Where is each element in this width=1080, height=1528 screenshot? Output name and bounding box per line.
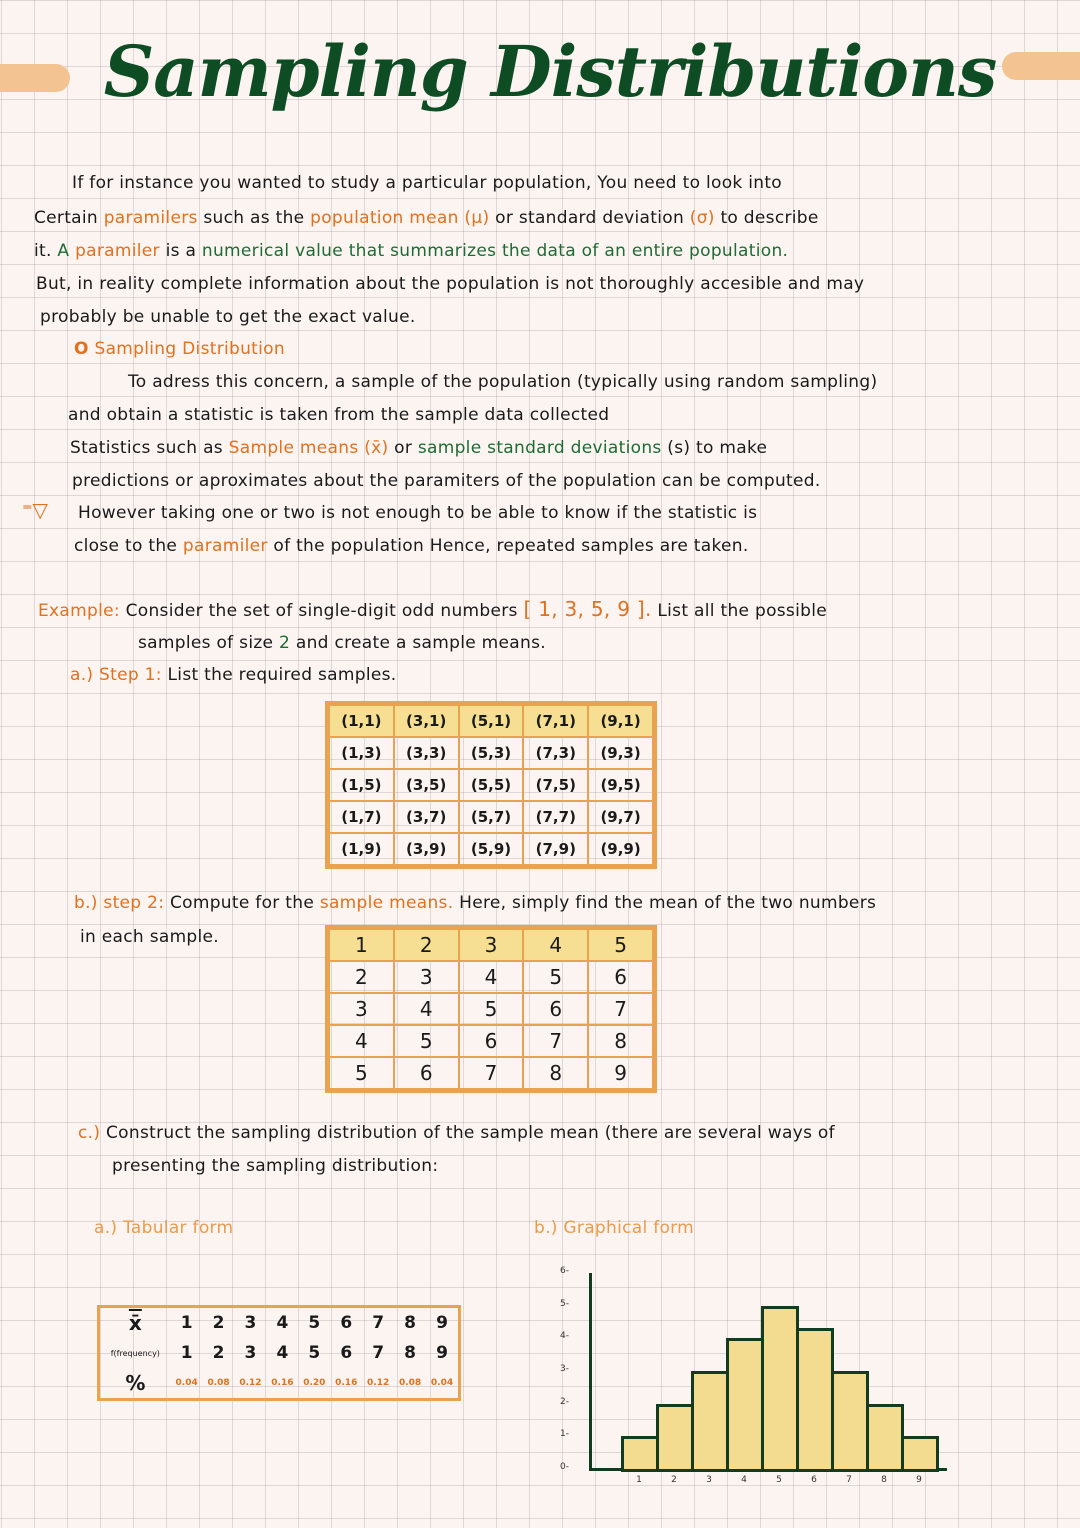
histogram-bar (831, 1371, 869, 1472)
histogram-bar (691, 1371, 729, 1472)
text: Construct the sampling distribution of the sample mean (there are several ways of (106, 1123, 835, 1143)
table-cell: (7,3) (523, 737, 588, 769)
term-sigma: (σ) (689, 208, 715, 228)
step2-label: b.) step 2: (74, 893, 165, 913)
term-paramiler: paramiler (182, 536, 268, 556)
example-line-2 (138, 630, 546, 656)
table-cell: 0.04 (175, 1378, 198, 1388)
table-cell: 6 (340, 1313, 353, 1333)
table-cell: 7 (372, 1313, 385, 1333)
table-cell: 7 (588, 993, 653, 1025)
table-cell: (7,1) (523, 705, 588, 737)
means-table (328, 928, 654, 1090)
term-sample-means: Sample means (x̄) (228, 438, 389, 458)
page-title: Sampling Distributions (103, 30, 997, 113)
x-tick-label: 2 (671, 1475, 677, 1485)
table-cell: 0.08 (398, 1378, 422, 1388)
table-cell: (5,5) (459, 769, 524, 801)
intro-line-1: If for instance you wanted to study a particular population, You need to look into (72, 173, 783, 193)
table-cell: 0.04 (430, 1378, 454, 1388)
text: Consider the set of single-digit odd numbers (125, 601, 518, 621)
table-cell: (7,7) (523, 801, 588, 833)
text: samples of size (138, 633, 274, 653)
step2 (74, 890, 876, 916)
text: it. (34, 241, 52, 261)
y-tick-label: 2- (560, 1396, 569, 1407)
intro-line-2 (34, 205, 819, 231)
section-heading (74, 336, 285, 362)
table-row (100, 1308, 458, 1338)
table-cell: 4 (523, 929, 588, 961)
x-tick-label: 5 (776, 1475, 782, 1485)
table-cell: 0.12 (239, 1378, 262, 1388)
table-cell: 6 (459, 1025, 524, 1057)
table-cell: (1,5) (329, 769, 394, 801)
table-row (329, 833, 653, 865)
table-row (100, 1338, 458, 1368)
table-cell: 4 (394, 993, 459, 1025)
term-paramiler: paramiler (75, 241, 160, 261)
row-label-percent: % (125, 1371, 146, 1395)
table-cell: 1 (329, 929, 394, 961)
y-tick-label: 3- (560, 1363, 569, 1374)
text: Certain (34, 208, 98, 228)
tabular-form-label: a.) Tabular form (94, 1218, 234, 1238)
step1-text: List the required samples. (167, 665, 397, 685)
histogram-bar (621, 1436, 659, 1472)
table-cell: 6 (588, 961, 653, 993)
text: close to the (74, 536, 178, 556)
table-cell: 9 (588, 1057, 653, 1089)
table-cell: 5 (329, 1057, 394, 1089)
table-cell: 5 (588, 929, 653, 961)
table-cell: 3 (244, 1343, 257, 1363)
row-label-xbar: x̄ (128, 1311, 142, 1335)
table-row (329, 769, 653, 801)
y-tick-label: 4- (560, 1331, 569, 1342)
text: to describe (720, 208, 819, 228)
table-cell: 6 (340, 1343, 353, 1363)
table-cell: (3,1) (394, 705, 459, 737)
table-cell: 0.12 (367, 1378, 390, 1388)
section-p3 (70, 435, 767, 461)
table-cell: 2 (212, 1343, 225, 1363)
section-p6 (74, 533, 749, 559)
table-cell: (5,9) (459, 833, 524, 865)
intro-line-5: probably be unable to get the exact value. (40, 307, 416, 327)
table-cell: 9 (436, 1313, 448, 1333)
table-cell: 8 (588, 1025, 653, 1057)
histogram-bar (901, 1436, 939, 1472)
table-row (329, 1057, 653, 1089)
row-label-frequency: f(frequency) (110, 1348, 160, 1358)
histogram-bar (761, 1306, 799, 1473)
y-tick-label: 1- (560, 1429, 569, 1440)
warning-icon: ⁼▽ (22, 498, 48, 522)
intro-line-3 (34, 238, 788, 264)
step3 (78, 1120, 835, 1146)
step2-cont: in each sample. (80, 927, 220, 947)
step3-label: c.) (78, 1123, 101, 1143)
example-line-1 (38, 596, 827, 624)
section-p5: However taking one or two is not enough to be able to know if the statistic is (78, 503, 758, 523)
table-cell: (1,7) (329, 801, 394, 833)
table-row (329, 1025, 653, 1057)
x-tick-label: 3 (706, 1475, 712, 1485)
x-tick-label: 9 (916, 1475, 922, 1485)
table-cell: (9,3) (588, 737, 653, 769)
table-cell: 2 (329, 961, 394, 993)
text: (s) to make (667, 438, 768, 458)
table-row (329, 801, 653, 833)
table-cell: 1 (180, 1343, 193, 1363)
step1-label: a.) Step 1: (70, 665, 162, 685)
step3-cont: presenting the sampling distribution: (112, 1156, 439, 1176)
table-cell: 1 (180, 1313, 193, 1333)
table-cell: (9,9) (588, 833, 653, 865)
samples-table (328, 704, 654, 866)
y-tick-label: 5- (560, 1298, 569, 1309)
table-cell: (9,5) (588, 769, 653, 801)
intro-line-4: But, in reality complete information about the population is not thoroughly accesible and may (36, 274, 865, 294)
table-cell: 5 (459, 993, 524, 1025)
table-cell: (3,3) (394, 737, 459, 769)
text: List all the possible (657, 601, 827, 621)
table-cell: 5 (523, 961, 588, 993)
table-cell: (3,9) (394, 833, 459, 865)
table-cell: (7,9) (523, 833, 588, 865)
table-cell: 7 (523, 1025, 588, 1057)
graphical-form-label: b.) Graphical form (534, 1218, 695, 1238)
table-cell: 9 (436, 1343, 448, 1363)
y-tick-label: 0- (560, 1462, 569, 1472)
histogram-bar (656, 1404, 694, 1472)
table-cell: (3,5) (394, 769, 459, 801)
table-cell: (9,1) (588, 705, 653, 737)
x-tick-label: 8 (881, 1475, 887, 1485)
table-cell: 5 (308, 1313, 321, 1333)
table-cell: 3 (244, 1313, 257, 1333)
table-cell: 3 (394, 961, 459, 993)
table-row (329, 993, 653, 1025)
table-cell: 5 (394, 1025, 459, 1057)
table-cell: 3 (329, 993, 394, 1025)
table-cell: 6 (394, 1057, 459, 1089)
table-cell: 3 (459, 929, 524, 961)
text: or (394, 438, 413, 458)
sample-size: 2 (279, 633, 291, 653)
table-cell: 4 (459, 961, 524, 993)
section-p4: predictions or aproximates about the paramiters of the population can be computed. (72, 471, 821, 491)
table-cell: 7 (372, 1343, 385, 1363)
text: such as the (203, 208, 305, 228)
table-cell: (1,9) (329, 833, 394, 865)
y-axis (589, 1273, 592, 1471)
table-cell: (3,7) (394, 801, 459, 833)
text: of the population Hence, repeated samples are taken. (273, 536, 749, 556)
term-sample-sd: sample standard deviations (417, 438, 662, 458)
table-row (329, 737, 653, 769)
table-cell: 0.08 (207, 1378, 230, 1388)
left-decorative-tab (0, 64, 70, 92)
table-row (329, 705, 653, 737)
table-cell: 0.16 (271, 1378, 294, 1388)
table-row (329, 961, 653, 993)
table-cell: 6 (523, 993, 588, 1025)
table-cell: 4 (329, 1025, 394, 1057)
table-cell: 0.16 (335, 1378, 358, 1388)
table-cell: 4 (276, 1343, 289, 1363)
example-label: Example: (38, 601, 120, 621)
text: A (57, 241, 70, 261)
definition-text: numerical value that summarizes the data of an entire population. (201, 241, 789, 261)
text: or standard deviation (495, 208, 685, 228)
table-cell: 7 (459, 1057, 524, 1089)
x-tick-label: 1 (636, 1475, 642, 1485)
x-tick-label: 4 (741, 1475, 747, 1485)
term-population-mean: population mean (μ) (310, 208, 490, 228)
section-p2: and obtain a statistic is taken from the sample data collected (68, 405, 610, 425)
histogram-bar (866, 1404, 904, 1472)
table-cell: 0.20 (303, 1378, 326, 1388)
table-row (100, 1368, 458, 1398)
bullet-icon: O (74, 339, 89, 359)
frequency-table (100, 1308, 458, 1398)
table-cell: (7,5) (523, 769, 588, 801)
table-cell: 8 (404, 1343, 416, 1363)
term-paramilers: paramilers (103, 208, 198, 228)
text: Here, simply find the mean of the two numbers (459, 893, 877, 913)
table-cell: (1,1) (329, 705, 394, 737)
table-cell: 8 (404, 1313, 416, 1333)
table-cell: 2 (394, 929, 459, 961)
x-tick-label: 7 (846, 1475, 852, 1485)
term-sample-means: sample means. (319, 893, 454, 913)
y-tick-label: 6- (560, 1265, 569, 1276)
table-cell: (5,1) (459, 705, 524, 737)
table-cell: 4 (276, 1313, 289, 1333)
histogram-bar (796, 1328, 834, 1472)
table-cell: (5,3) (459, 737, 524, 769)
number-set: [ 1, 3, 5, 9 ]. (523, 597, 652, 621)
step1 (70, 662, 396, 688)
text: Statistics such as (70, 438, 223, 458)
histogram-bar (726, 1338, 764, 1472)
section-p1: To adress this concern, a sample of the population (typically using random sampling) (128, 372, 878, 392)
text: is a (165, 241, 197, 261)
table-row (329, 929, 653, 961)
table-cell: 5 (308, 1343, 321, 1363)
table-cell: 2 (212, 1313, 225, 1333)
table-cell: 8 (523, 1057, 588, 1089)
section-heading-text: Sampling Distribution (94, 339, 285, 359)
text: and create a sample means. (295, 633, 546, 653)
table-cell: (5,7) (459, 801, 524, 833)
table-cell: (9,7) (588, 801, 653, 833)
x-tick-label: 6 (811, 1475, 817, 1485)
text: Compute for the (169, 893, 315, 913)
right-decorative-tab (1002, 52, 1080, 80)
table-cell: (1,3) (329, 737, 394, 769)
